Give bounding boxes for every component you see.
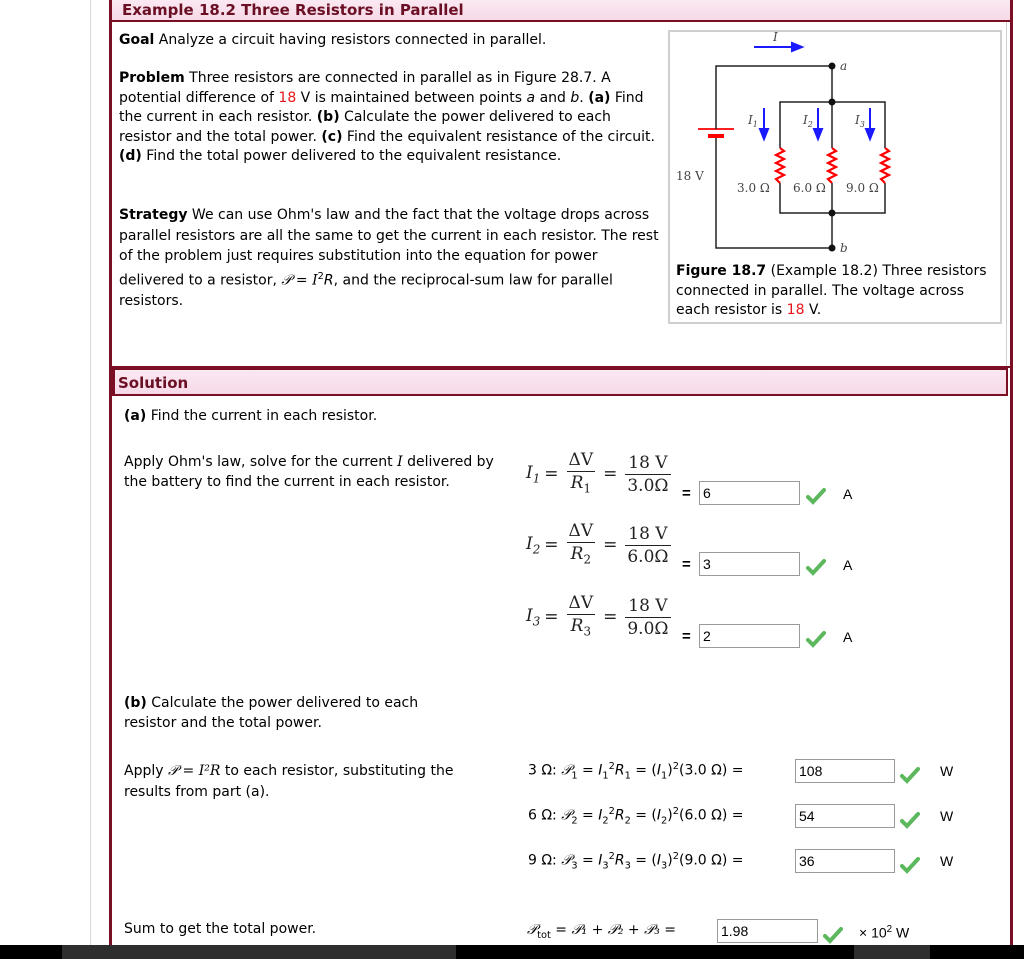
node-b-label: b bbox=[840, 241, 848, 255]
example-header bbox=[112, 0, 1010, 22]
problem-paragraph bbox=[119, 69, 659, 167]
resistance-symbol: R bbox=[323, 272, 334, 289]
current-equation-2: $I_2$ = $\frac{\Delta V}{R_2}$ = $\frac{18 V}{6.0\Omega}$ bbox=[526, 521, 669, 567]
point-a: a bbox=[526, 89, 536, 106]
goal-paragraph bbox=[119, 31, 659, 51]
check-icon bbox=[806, 487, 826, 505]
example-title: Example 18.2 Three Resistors in Parallel bbox=[122, 1, 464, 19]
battery-voltage-label: 18 V bbox=[676, 169, 704, 183]
unit-label: A bbox=[843, 629, 853, 645]
unit-label: A bbox=[843, 486, 853, 502]
svg-text:9.0 Ω: 9.0 Ω bbox=[846, 181, 879, 195]
current-3-input[interactable]: 2 bbox=[699, 624, 800, 648]
equals-sign: = bbox=[682, 556, 691, 573]
problem-text: V is maintained between points bbox=[296, 89, 527, 106]
problem-text: Three resistors are connected in parallel as in Figure 28.7. A potential difference of bbox=[119, 70, 611, 106]
frame-right-border bbox=[1010, 0, 1013, 945]
part-b-heading bbox=[124, 694, 464, 733]
bottom-taskbar bbox=[0, 945, 1024, 959]
power-2-input[interactable]: 54 bbox=[795, 804, 895, 828]
check-icon bbox=[900, 811, 920, 829]
power-1-input[interactable]: 108 bbox=[795, 759, 895, 783]
svg-text:I1: $I_1$ bbox=[748, 113, 758, 129]
strategy-paragraph bbox=[119, 205, 664, 311]
strategy-text: We can use Ohm's law and the fact that the voltage drops across parallel resistors are all the same to get the current in each resistor. The rest of the problem just requires substitution into the equation for power delivered to a resistor, bbox=[119, 207, 659, 289]
exponent: 2 bbox=[317, 270, 324, 282]
power-equation-2: 6 Ω: 𝒫$_2$ = $I_2^2R_2 = (I_2)^2(6.0$ Ω) = bbox=[528, 806, 744, 827]
part-a-heading bbox=[124, 407, 377, 427]
frame-right-inner-border bbox=[1006, 22, 1007, 367]
node-a-label: a bbox=[840, 59, 848, 73]
total-power-input[interactable]: 1.98 bbox=[717, 919, 818, 943]
power-symbol: 𝒫 bbox=[281, 272, 292, 289]
figure-caption bbox=[676, 262, 996, 321]
caption-label: Figure 18.7 bbox=[676, 263, 767, 279]
power-formula: 𝒫 = I²R bbox=[167, 763, 221, 779]
total-power-equation: 𝒫$_{tot}$ = 𝒫₁ + 𝒫₂ + 𝒫₃ = bbox=[527, 922, 676, 941]
equals-sign: = bbox=[682, 628, 691, 645]
svg-text:3.0 Ω: 3.0 Ω bbox=[737, 181, 770, 195]
problem-text: and bbox=[535, 89, 571, 106]
svg-text:6.0 Ω: 6.0 Ω bbox=[793, 181, 826, 195]
power-3-input[interactable]: 36 bbox=[795, 849, 895, 873]
check-icon bbox=[900, 766, 920, 784]
frame-left-border bbox=[109, 0, 112, 945]
current-1-input[interactable]: 6 bbox=[699, 481, 800, 505]
goal-text: Analyze a circuit having resistors connected in parallel. bbox=[154, 32, 547, 48]
ohm-instruction bbox=[124, 453, 494, 492]
ohm-text: delivered by the battery to find the current in each resistor. bbox=[124, 454, 494, 490]
current-equation-3: $I_3$ = $\frac{\Delta V}{R_3}$ = $\frac{18 V}{9.0\Omega}$ bbox=[526, 593, 669, 639]
part-b-label: (b) bbox=[316, 109, 340, 125]
check-icon bbox=[900, 856, 920, 874]
power-instruction bbox=[124, 761, 504, 802]
total-current-label: I bbox=[773, 32, 778, 44]
goal-label: Goal bbox=[119, 32, 155, 48]
unit-label: A bbox=[843, 557, 853, 573]
power-equation-3: 9 Ω: 𝒫$_3$ = $I_3^2R_3 = (I_3)^2(9.0$ Ω) = bbox=[528, 851, 744, 872]
page-edge-divider bbox=[90, 0, 91, 945]
problem-text: Calculate the power delivered to each resistor and the total power. bbox=[119, 109, 611, 145]
resistor-icons bbox=[776, 148, 889, 183]
problem-text: Find the equivalent resistance of the circuit. bbox=[342, 128, 655, 145]
current-symbol: I bbox=[312, 272, 318, 289]
part-a-text: Find the current in each resistor. bbox=[146, 408, 378, 424]
solution-title: Solution bbox=[118, 374, 189, 392]
check-icon bbox=[806, 558, 826, 576]
parallel-circuit-diagram bbox=[670, 32, 1000, 262]
caption-text: (Example 18.2) Three resistors connected in parallel. The voltage across each resistor is bbox=[676, 263, 987, 318]
solution-header bbox=[112, 368, 1008, 396]
current-equation-1: $I_1$ = $\frac{\Delta V}{R_1}$ = $\frac{18 V}{3.0\Omega}$ bbox=[526, 450, 669, 496]
apply-text: Apply bbox=[124, 763, 168, 779]
part-b-text: Calculate the power delivered to each resistor and the total power. bbox=[124, 695, 419, 731]
part-c-label: (c) bbox=[321, 128, 343, 145]
problem-text: Find the current in each resistor. bbox=[119, 89, 644, 125]
sum-instruction: Sum to get the total power. bbox=[124, 921, 317, 937]
strategy-text: , and the reciprocal-sum law for parallel resistors. bbox=[119, 272, 613, 309]
part-a-label: (a) bbox=[124, 408, 147, 424]
svg-text:I3: $I_3$ bbox=[855, 113, 865, 129]
point-b: b bbox=[570, 89, 580, 106]
ohm-text: Apply Ohm's law, solve for the current bbox=[124, 454, 398, 470]
problem-text: . bbox=[579, 89, 589, 106]
part-a-label: (a) bbox=[588, 89, 611, 106]
equals-sign: = bbox=[682, 485, 691, 502]
current-2-input[interactable]: 3 bbox=[699, 552, 800, 576]
current-variable: I bbox=[397, 454, 403, 470]
unit-label: W bbox=[940, 763, 954, 779]
caption-text: V. bbox=[804, 302, 822, 318]
part-d-label: (d) bbox=[119, 148, 142, 164]
circuit-figure bbox=[668, 30, 1002, 324]
problem-label: Problem bbox=[119, 70, 185, 86]
unit-label: W bbox=[940, 808, 954, 824]
power-equation-1: 3 Ω: 𝒫$_1$ = $I_1^2R_1 = (I_1)^2(3.0$ Ω) = bbox=[528, 761, 744, 782]
check-icon bbox=[823, 926, 843, 944]
equals: = bbox=[291, 272, 313, 289]
svg-text:I2: $I_2$ bbox=[803, 113, 813, 129]
check-icon bbox=[806, 630, 826, 648]
unit-label: W bbox=[940, 853, 954, 869]
total-unit-label: × $10^2$ W bbox=[859, 924, 910, 941]
problem-voltage: 18 bbox=[278, 89, 297, 106]
apply-text: to each resistor, substituting the results from part (a). bbox=[124, 763, 454, 800]
strategy-label: Strategy bbox=[119, 207, 188, 223]
caption-voltage: 18 bbox=[786, 302, 805, 318]
part-b-label: (b) bbox=[124, 695, 147, 711]
problem-text: Find the total power delivered to the equivalent resistance. bbox=[141, 148, 562, 164]
